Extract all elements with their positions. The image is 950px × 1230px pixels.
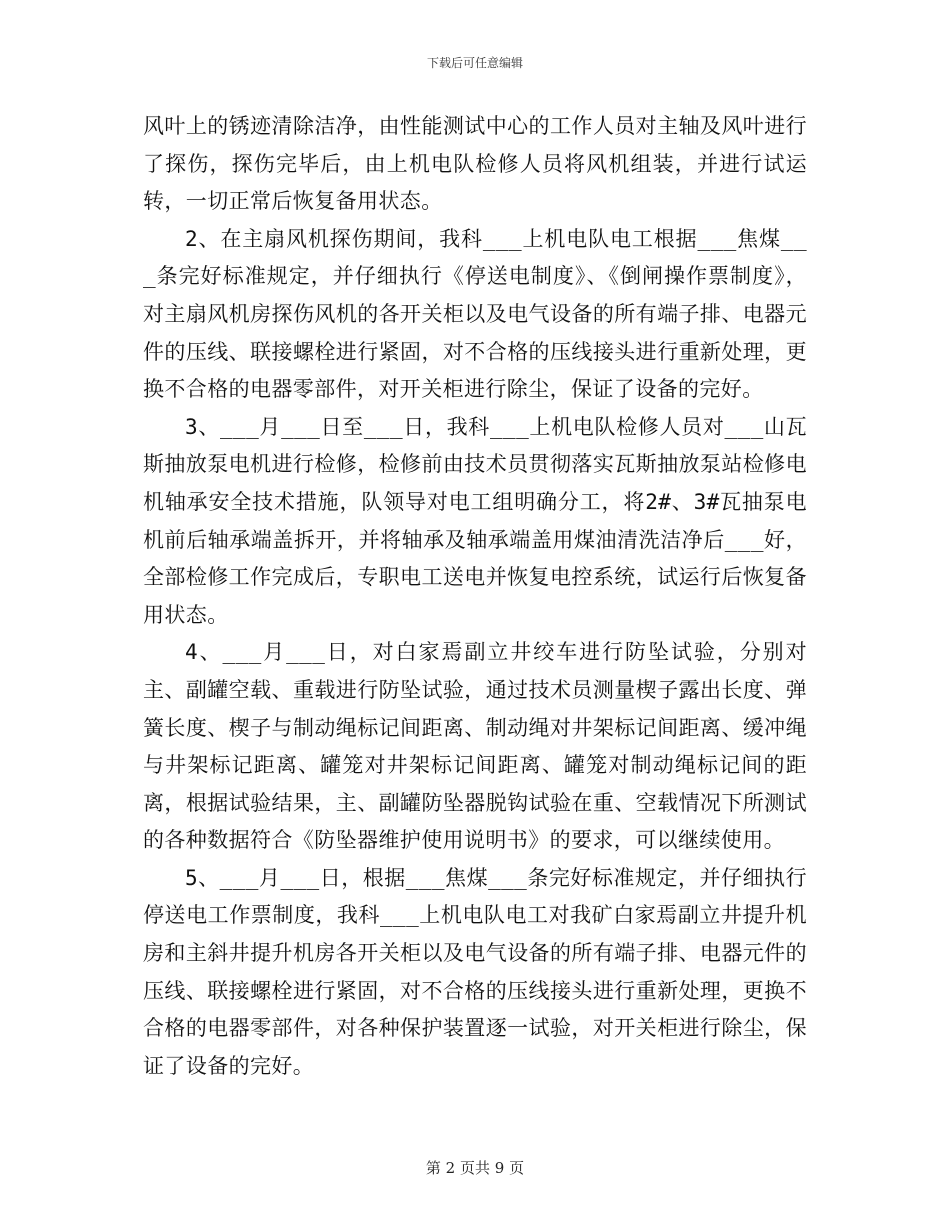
paragraph-1: 风叶上的锈迹清除洁净，由性能测试中心的工作人员对主轴及风叶进行了探伤，探伤完毕后，由上机电队检修人员将风机组装，并进行试运转，一切正常后恢复备用状态。 [143, 114, 807, 214]
paragraph-4: 4、___月___日，对白家焉副立井绞车进行防坠试验，分别对主、副罐空载、重载进行防坠试验，通过技术员测量楔子露出长度、弹簧长度、楔子与制动绳标记间距离、制动绳对井架标记间距离、缓冲绳与井架标记距离、罐笼对井架标记间距离、罐笼对制动绳标记间的距离，根据试验结果，主、副罐防坠器脱钩试验在重、空载情况下所测试的各种数据符合《防坠器维护使用说明书》的要求，可以继续使用。 [143, 640, 807, 853]
document-body [143, 108, 807, 1085]
paragraph-5: 5、___月___日，根据___焦煤___条完好标准规定，并仔细执行停送电工作票制度，我科___上机电队电工对我矿白家焉副立井提升机房和主斜井提升机房各开关柜以及电气设备的所有端子排、电器元件的压线、联接螺栓进行紧固，对不合格的压线接头进行重新处理，更换不合格的电器零部件，对各种保护装置逐一试验，对开关柜进行除尘，保证了设备的完好。 [143, 865, 807, 1078]
page-header: 下载后可任意编辑 [426, 56, 523, 70]
paragraph-2: 2、在主扇风机探伤期间，我科___上机电队电工根据___焦煤___条完好标准规定，并仔细执行《停送电制度》、《倒闸操作票制度》，对主扇风机房探伤风机的各开关柜以及电气设备的所有端子排、电器元件的压线、联接螺栓进行紧固，对不合格的压线接头进行重新处理，更换不合格的电器零部件，对开关柜进行除尘，保证了设备的完好。 [143, 226, 807, 402]
page-number: 第 2 页共 9 页 [425, 1159, 525, 1177]
paragraph-3: 3、___月___日至___日，我科___上机电队检修人员对___山瓦斯抽放泵电机进行检修，检修前由技术员贯彻落实瓦斯抽放泵站检修电机轴承安全技术措施，队领导对电工组明确分工，将2#、3#瓦抽泵电机前后轴承端盖拆开，并将轴承及轴承端盖用煤油清洗洁净后___好，全部检修工作完成后，专职电工送电并恢复电控系统，试运行后恢复备用状态。 [143, 414, 807, 627]
